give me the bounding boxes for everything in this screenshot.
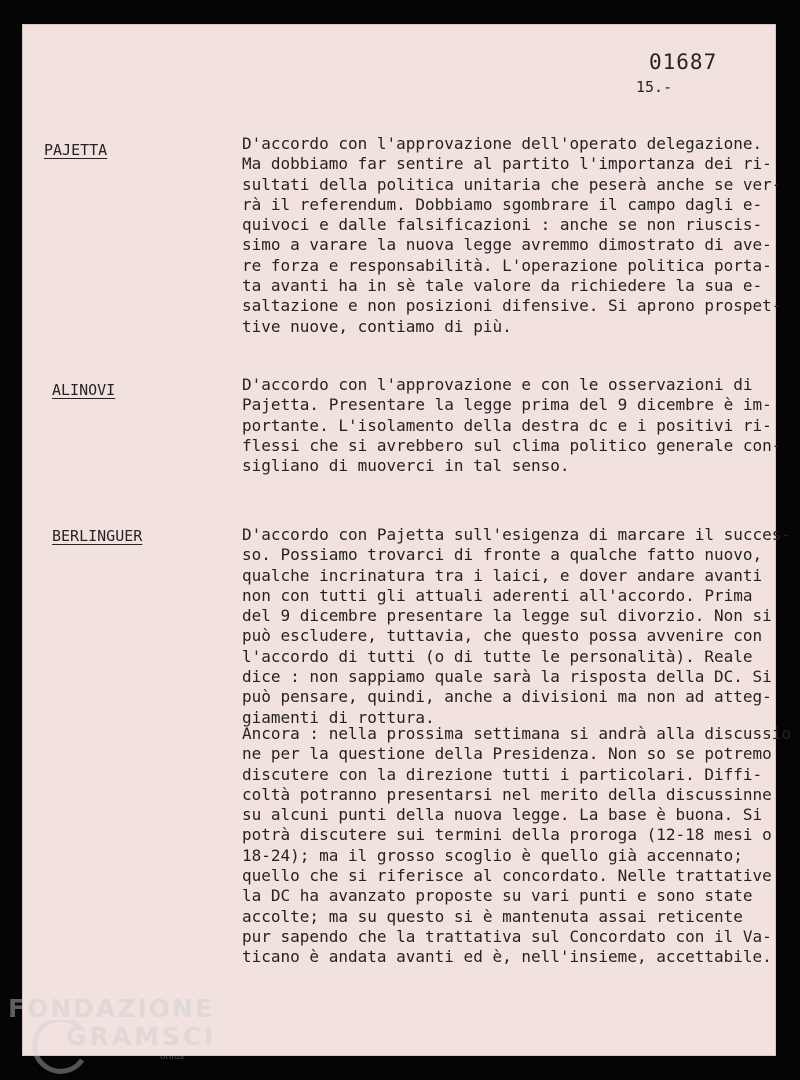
document-number: 01687 — [649, 50, 718, 74]
text-line: giamenti di rottura. — [242, 707, 435, 727]
speaker-name-pajetta: PAJETTA — [44, 141, 108, 159]
text-line: su alcuni punti della nuova legge. La base è buona. Si — [242, 805, 763, 825]
text-line: flessi che si avrebbero sul clima politico generale con- — [242, 435, 782, 455]
text-line: saltazione e non posizioni difensive. Si aprono prospet- — [242, 296, 782, 316]
watermark-tag: onlus — [160, 1052, 185, 1062]
text-line: D'accordo con Pajetta sull'esigenza di marcare il succes- — [242, 525, 792, 544]
watermark-line-2: GRAMSCI — [66, 1022, 217, 1051]
text-line: accolte; ma su questo si è mantenuta assai reticente — [242, 906, 743, 926]
text-line: quello che si riferisce al concordato. Nelle trattative — [242, 866, 772, 886]
text-line: ticano è andata avanti ed è, nell'insieme, accettabile. — [242, 947, 772, 967]
text-line: simo a varare la nuova legge avremmo dimostrato di ave- — [242, 235, 772, 255]
text-line: non con tutti gli attuali aderenti all'accordo. Prima — [242, 585, 753, 605]
text-line: Ancora : nella prossima settimana si andrà alla discussio — [242, 724, 792, 743]
text-line: re forza e responsabilità. L'operazione politica porta- — [242, 255, 772, 275]
text-line: l'accordo di tutti (o di tutte le personalità). Reale — [242, 646, 753, 666]
text-line: ta avanti ha in sè tale valore da richiedere la sua e- — [242, 276, 763, 296]
text-line: D'accordo con l'approvazione dell'operato delegazione. — [242, 134, 763, 153]
watermark-line-1: FONDAZIONE — [8, 994, 215, 1023]
speaker-paragraph-pajetta — [242, 134, 781, 337]
text-line: discutere con la direzione tutti i particolari. Diffi- — [242, 764, 763, 784]
text-line: la DC ha avanzato proposte su vari punti e sono state — [242, 886, 753, 906]
text-line: so. Possiamo trovarci di fronte a qualche fatto nuovo, — [242, 545, 763, 565]
continuation-paragraph — [242, 724, 791, 968]
fondazione-gramsci-watermark — [0, 990, 230, 1080]
text-line: portante. L'isolamento della destra dc e i positivi ri- — [242, 415, 772, 435]
text-line: potrà discutere sui termini della proroga (12-18 mesi o — [242, 825, 772, 845]
text-line: può escludere, tuttavia, che questo possa avvenire con — [242, 626, 763, 646]
text-line: coltà potranno presentarsi nel merito della discussinne — [242, 784, 772, 804]
speaker-paragraph-alinovi — [242, 375, 781, 476]
page-number: 15.- — [636, 78, 673, 96]
text-line: pur sapendo che la trattativa sul Concordato con il Va- — [242, 926, 772, 946]
text-line: tive nuove, contiamo di più. — [242, 316, 512, 336]
text-line: rà il referendum. Dobbiamo sgombrare il campo dagli e- — [242, 194, 763, 214]
speaker-name-berlinguer: BERLINGUER — [52, 527, 143, 545]
text-line: qualche incrinatura tra i laici, e dover andare avanti — [242, 565, 763, 585]
speaker-paragraph-berlinguer — [242, 525, 791, 728]
text-line: può pensare, quindi, anche a divisioni ma non ad atteg- — [242, 687, 772, 707]
text-line: ne per la questione della Presidenza. Non so se potremo — [242, 744, 772, 764]
text-line: 18-24); ma il grosso scoglio è quello già accennato; — [242, 845, 743, 865]
text-line: Pajetta. Presentare la legge prima del 9 dicembre è im- — [242, 395, 772, 415]
text-line: D'accordo con l'approvazione e con le osservazioni di — [242, 375, 753, 394]
text-line: sigliano di muoverci in tal senso. — [242, 456, 570, 476]
text-line: dice : non sappiamo quale sarà la risposta della DC. Si — [242, 667, 772, 687]
text-line: Ma dobbiamo far sentire al partito l'importanza dei ri- — [242, 154, 772, 174]
text-line: sultati della politica unitaria che peserà anche se ver- — [242, 174, 782, 194]
text-line: del 9 dicembre presentare la legge sul divorzio. Non si — [242, 606, 772, 626]
speaker-name-alinovi: ALINOVI — [52, 381, 116, 399]
text-line: quivoci e dalle falsificazioni : anche se non riuscis- — [242, 215, 763, 235]
